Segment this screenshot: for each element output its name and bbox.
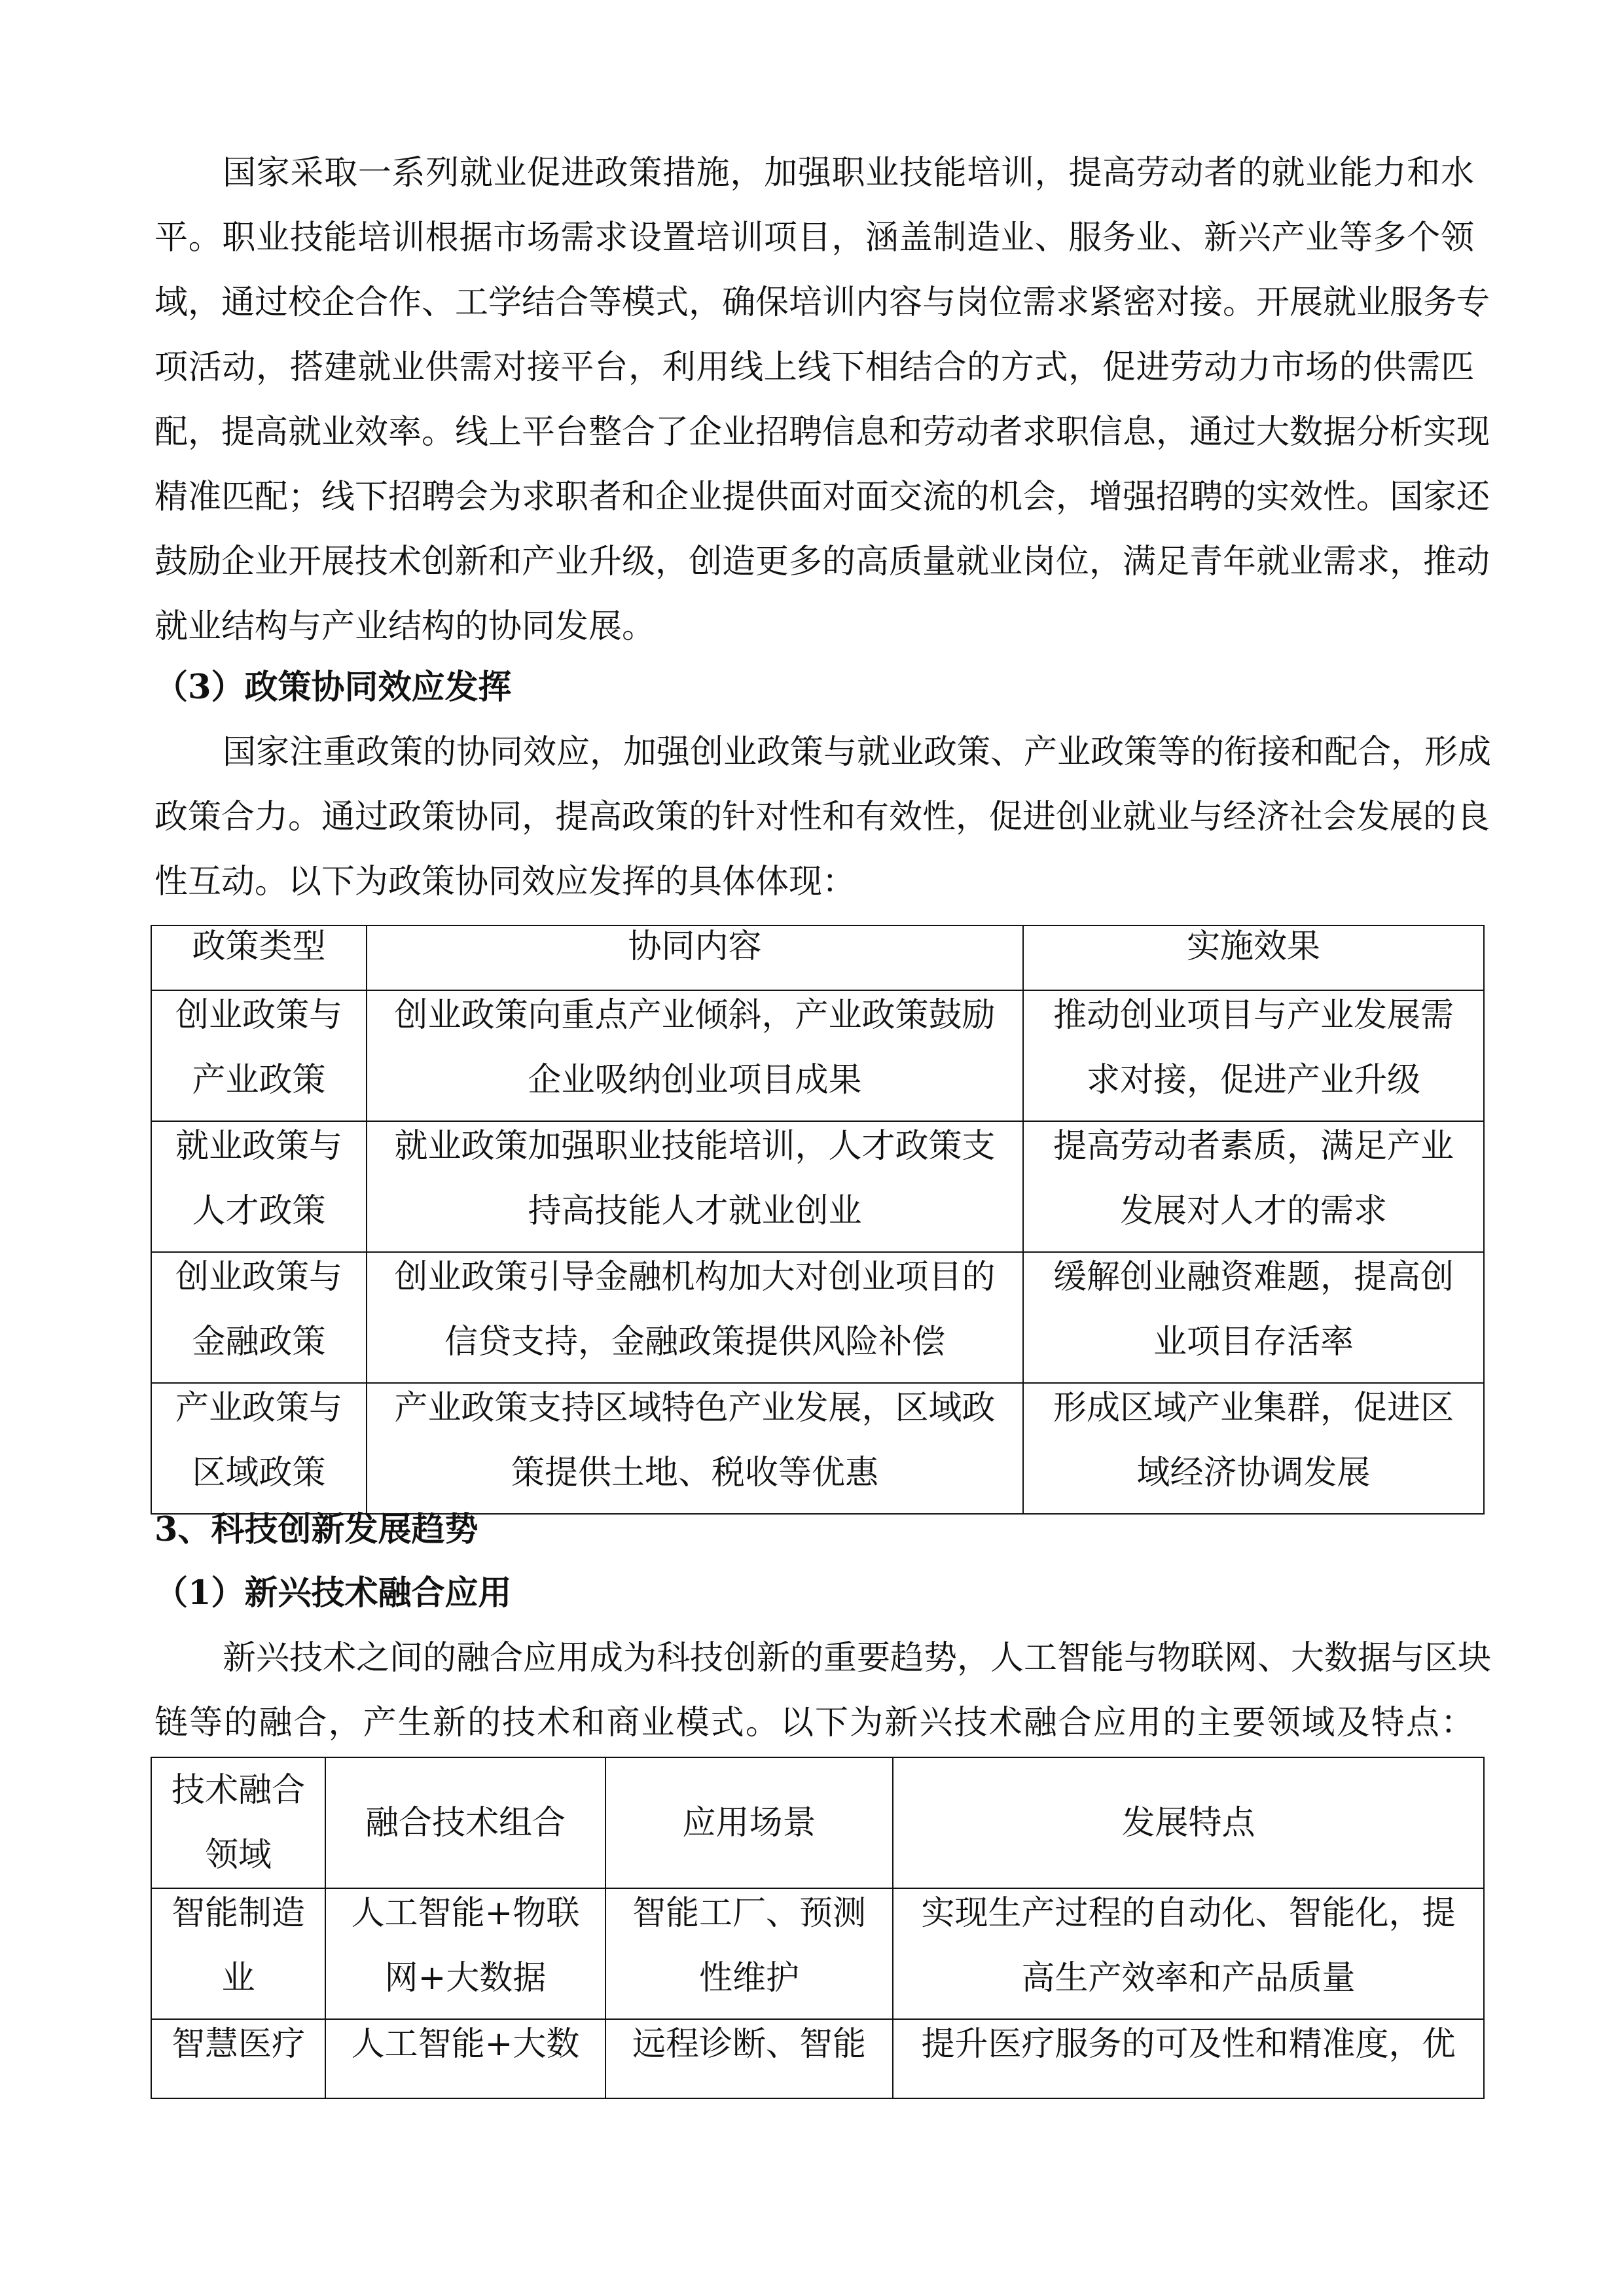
text-line: 新兴技术之间的融合应用成为科技创新的重要趋势，人工智能与物联网、大数据与区块 (223, 1639, 1492, 1677)
cell-line: 发展特点 (1121, 1803, 1255, 1842)
cell-line: 信贷支持，金融政策提供风险补偿 (444, 1323, 945, 1361)
cell-line: 智能工厂、预测 (632, 1894, 866, 1933)
table-cell (151, 2019, 325, 2098)
table-cell (1023, 990, 1484, 1121)
paragraph-employment-policy (154, 141, 1490, 659)
cell-line: 产业政策与 (175, 1389, 342, 1427)
header-cell (151, 1757, 325, 1888)
cell-line: 提高劳动者素质，满足产业 (1053, 1127, 1454, 1166)
table-row (151, 2019, 1484, 2098)
cell-line: 求对接，促进产业升级 (1086, 1061, 1420, 1100)
table-cell (151, 1383, 367, 1514)
table-cell (367, 990, 1023, 1121)
cell-line: 高生产效率和产品质量 (1021, 1959, 1356, 1998)
heading-emerging-tech: （1）新兴技术融合应用 (154, 1573, 512, 1613)
table-cell (1023, 1383, 1484, 1514)
paragraph-policy-synergy (154, 720, 1492, 914)
paragraph-emerging-tech (154, 1626, 1492, 1755)
cell-line: 持高技能人才就业创业 (528, 1192, 862, 1230)
cell-line: 形成区域产业集群，促进区 (1053, 1389, 1454, 1427)
table-row (151, 1252, 1484, 1383)
table-cell (367, 1121, 1023, 1252)
table-cell (893, 2019, 1484, 2098)
text-line: 就业结构与产业结构的协同发展。 (154, 607, 656, 646)
cell-line: 性维护 (698, 1959, 799, 1998)
table-cell (605, 1888, 893, 2019)
cell-line: 业 (221, 1959, 255, 1998)
table-row (151, 1383, 1484, 1514)
table-cell (151, 1888, 325, 2019)
table-cell (893, 1888, 1484, 2019)
table-cell (151, 990, 367, 1121)
table-row (151, 1888, 1484, 2019)
text-line: 域，通过校企合作、工学结合等模式，确保培训内容与岗位需求紧密对接。开展就业服务专 (154, 283, 1490, 322)
text-line: 平。职业技能培训根据市场需求设置培训项目，涵盖制造业、服务业、新兴产业等多个领 (154, 219, 1474, 257)
cell-line: 域经济协调发展 (1136, 1454, 1371, 1492)
table-cell (1023, 1252, 1484, 1383)
table-cell (1023, 1121, 1484, 1252)
text-line: 性互动。以下为政策协同效应发挥的具体体现： (154, 863, 856, 901)
cell-line: 人工智能+大数 (351, 2025, 580, 2064)
table-row (151, 1121, 1484, 1252)
cell-line: 人才政策 (192, 1192, 326, 1230)
cell-line: 业项目存活率 (1153, 1323, 1354, 1361)
cell-line: 网+大数据 (384, 1959, 547, 1998)
cell-line: 产业政策 (192, 1061, 326, 1100)
text-line: 配，提高就业效率。线上平台整合了企业招聘信息和劳动者求职信息，通过大数据分析实现 (154, 413, 1490, 452)
text-line: 链等的融合，产生新的技术和商业模式。以下为新兴技术融合应用的主要领域及特点： (154, 1704, 1474, 1742)
cell-line: 领域 (204, 1836, 272, 1874)
cell-line: 提升医疗服务的可及性和精准度，优 (921, 2025, 1456, 2064)
heading-policy-synergy: （3）政策协同效应发挥 (154, 668, 512, 707)
cell-line: 应用场景 (682, 1803, 816, 1842)
table-cell (151, 1252, 367, 1383)
cell-line: 缓解创业融资难题，提高创 (1053, 1258, 1454, 1297)
header-cell: 实施效果 (1023, 925, 1484, 990)
text-line: 精准匹配；线下招聘会为求职者和企业提供面对面交流的机会，增强招聘的实效性。国家还 (154, 478, 1490, 516)
table-header-row (151, 1757, 1484, 1888)
table-cell (367, 1383, 1023, 1514)
cell-line: 创业政策向重点产业倾斜，产业政策鼓励 (394, 996, 996, 1035)
cell-line: 创业政策与 (175, 1258, 342, 1297)
table-cell (325, 2019, 605, 2098)
tech-fusion-table (151, 1757, 1485, 2099)
text-line: 项活动，搭建就业供需对接平台，利用线上线下相结合的方式，促进劳动力市场的供需匹 (154, 348, 1474, 387)
header-cell: 协同内容 (367, 925, 1023, 990)
cell-line: 创业政策与 (175, 996, 342, 1035)
cell-line: 就业政策加强职业技能培训，人才政策支 (394, 1127, 996, 1166)
cell-line: 就业政策与 (175, 1127, 342, 1166)
cell-line: 人工智能+物联 (351, 1894, 580, 1933)
table-cell (367, 1252, 1023, 1383)
text-line: 国家注重政策的协同效应，加强创业政策与就业政策、产业政策等的衔接和配合，形成 (223, 733, 1492, 772)
cell-line: 智慧医疗 (171, 2025, 305, 2064)
table-cell (151, 1121, 367, 1252)
cell-line: 技术融合 (171, 1771, 305, 1810)
table-cell (605, 2019, 893, 2098)
cell-line: 产业政策支持区域特色产业发展，区域政 (394, 1389, 996, 1427)
cell-line: 金融政策 (192, 1323, 326, 1361)
cell-line: 发展对人才的需求 (1119, 1192, 1387, 1230)
header-cell (893, 1757, 1484, 1888)
header-cell (605, 1757, 893, 1888)
cell-line: 实现生产过程的自动化、智能化，提 (921, 1894, 1456, 1933)
header-cell (325, 1757, 605, 1888)
text-line: 政策合力。通过政策协同，提高政策的针对性和有效性，促进创业就业与经济社会发展的良 (154, 798, 1490, 836)
table-cell (325, 1888, 605, 2019)
cell-line: 创业政策引导金融机构加大对创业项目的 (394, 1258, 996, 1297)
cell-line: 企业吸纳创业项目成果 (528, 1061, 862, 1100)
cell-line: 区域政策 (192, 1454, 326, 1492)
table-header-row (151, 925, 1484, 990)
cell-line: 推动创业项目与产业发展需 (1053, 996, 1454, 1035)
cell-line: 远程诊断、智能 (632, 2025, 866, 2064)
policy-synergy-table (151, 925, 1485, 1515)
table-row (151, 990, 1484, 1121)
heading-section-3: 3、科技创新发展趋势 (154, 1510, 478, 1549)
cell-line: 智能制造 (171, 1894, 305, 1933)
text-line: 国家采取一系列就业促进政策措施，加强职业技能培训，提高劳动者的就业能力和水 (223, 154, 1474, 192)
cell-line: 策提供土地、税收等优惠 (511, 1454, 878, 1492)
header-cell: 政策类型 (151, 925, 367, 990)
text-line: 鼓励企业开展技术创新和产业升级，创造更多的高质量就业岗位，满足青年就业需求，推动 (154, 543, 1490, 581)
cell-line: 融合技术组合 (365, 1803, 566, 1842)
